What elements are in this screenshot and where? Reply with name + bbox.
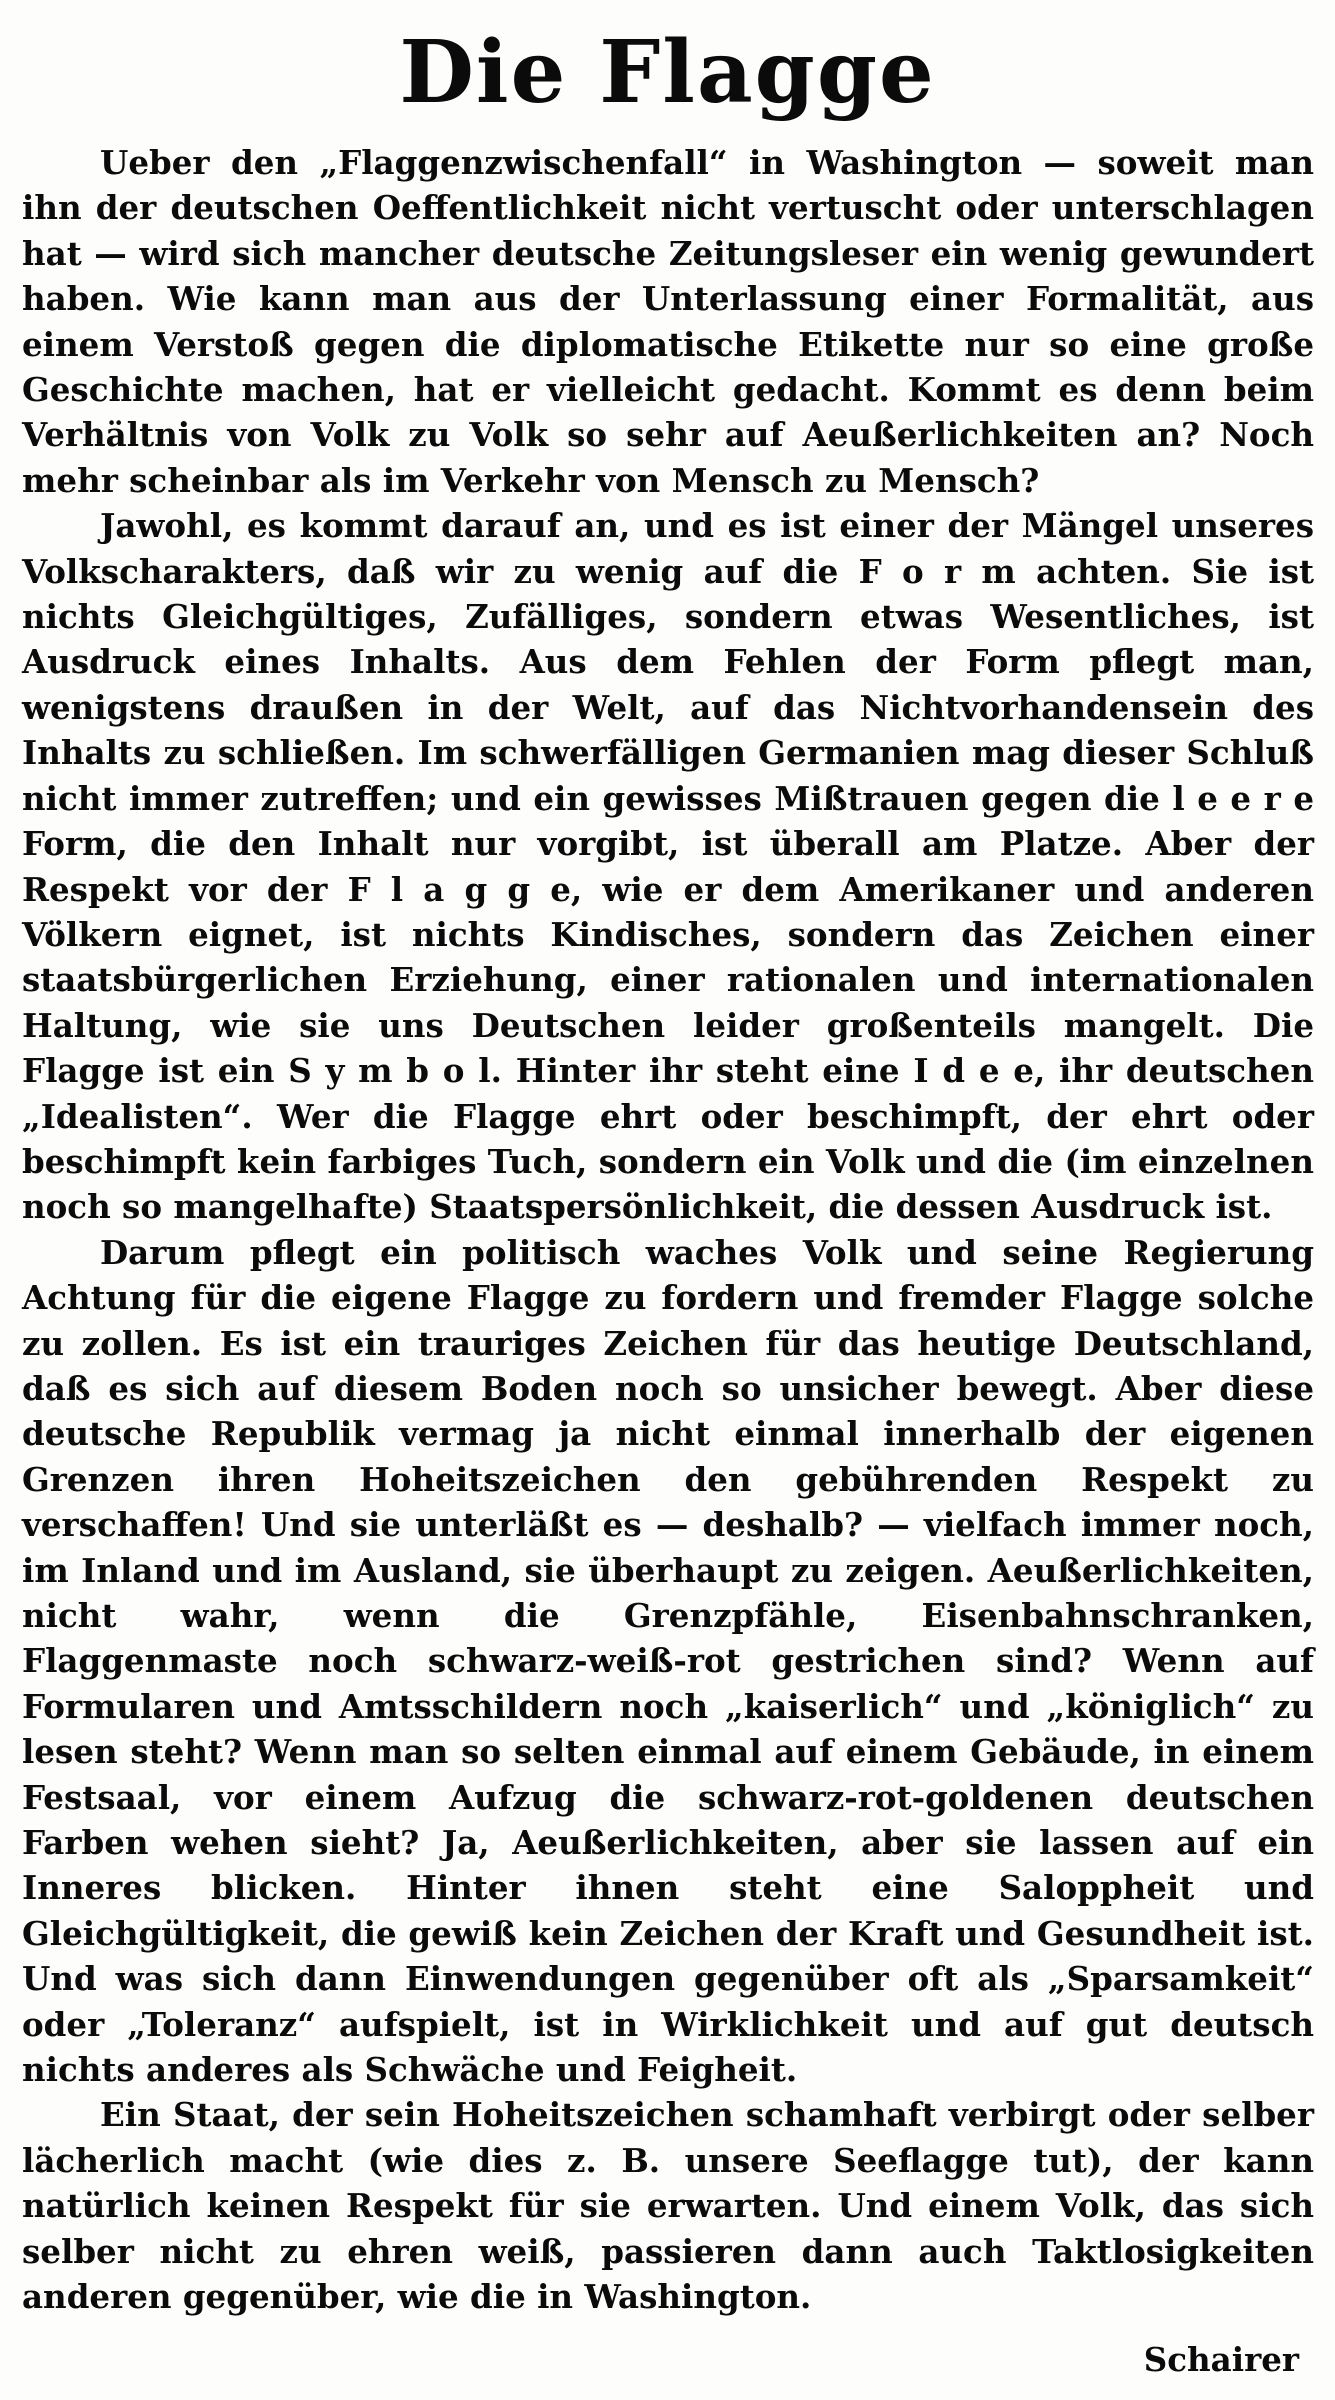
paragraph-2: Jawohl, es kommt darauf an, und es ist einer der Mängel unseres Volkscharakters, daß wir zu wenig auf die F o r m achten. Sie ist nichts Gleichgültiges, Zufälliges, sondern etwas Wesentliches, ist Ausdruck eines Inhalts. Aus dem Fehlen der Form pflegt man, wenigstens draußen in der Welt, auf das Nichtvorhandensein des Inhalts zu schließen. Im schwerfälligen Germanien mag dieser Schluß nicht immer zutreffen; und ein gewisses Mißtrauen gegen die l e e r e Form, die den Inhalt nur vorgibt, ist überall am Platze. Aber der Respekt vor der F l a g g e, wie er dem Amerikaner und anderen Völkern eignet, ist nichts Kindisches, sondern das Zeichen einer staatsbürgerlichen Erziehung, einer rationalen und internationalen Haltung, wie sie uns Deutschen leider großenteils mangelt. Die Flagge ist ein S y m b o l. Hinter ihr steht eine I d e e, ihr deutschen „Idealisten“. Wer die Flagge ehrt oder beschimpft, der ehrt oder beschimpft kein farbiges Tuch, sondern ein Volk und die (im einzelnen noch so mangelhafte) Staatspersönlichkeit, die dessen Ausdruck ist. bbox=[22, 506, 1314, 1227]
paragraph-3: Darum pflegt ein politisch waches Volk und seine Regierung Achtung für die eigene Flagge zu fordern und fremder Flagge solche zu zollen. Es ist ein trauriges Zeichen für das heutige Deutschland, daß es sich auf diesem Boden noch so unsicher bewegt. Aber diese deutsche Republik vermag ja nicht einmal innerhalb der eigenen Grenzen ihren Hoheitszeichen den gebührenden Respekt zu verschaffen! Und sie unterläßt es — deshalb? — vielfach immer noch, im Inland und im Ausland, sie überhaupt zu zeigen. Aeußerlichkeiten, nicht wahr, wenn die Grenzpfähle, Eisenbahnschranken, Flaggenmaste noch schwarz-weiß-rot gestrichen sind? Wenn auf Formularen und Amtsschildern noch „kaiserlich“ und „königlich“ zu lesen steht? Wenn man so selten einmal auf einem Gebäude, in einem Festsaal, vor einem Aufzug die schwarz-rot-goldenen deutschen Farben wehen sieht? Ja, Aeußerlichkeiten, aber sie lassen auf ein Inneres blicken. Hinter ihnen steht eine Saloppheit und Gleichgültigkeit, die gewiß kein Zeichen der Kraft und Gesundheit ist. Und was sich dann Einwendungen gegenüber oft als „Sparsamkeit“ oder „Toleranz“ aufspielt, ist in Wirklichkeit und auf gut deutsch nichts anderes als Schwäche und Feigheit. bbox=[22, 1232, 1314, 2090]
paragraph-1: Ueber den „Flaggenzwischenfall“ in Washington — soweit man ihn der deutschen Oeffentlichkeit nicht vertuscht oder unterschlagen hat — wird sich mancher deutsche Zeitungsleser ein wenig gewundert haben. Wie kann man aus der Unterlassung einer Formalität, aus einem Verstoß gegen die diplomatische Etikette nur so eine große Geschichte machen, hat er vielleicht gedacht. Kommt es denn beim Verhältnis von Volk zu Volk so sehr auf Aeußerlichkeiten an? Noch mehr scheinbar als im Verkehr von Mensch zu Mensch? bbox=[22, 143, 1314, 500]
author-byline: Schairer bbox=[1143, 2340, 1299, 2379]
article-body bbox=[22, 140, 1314, 2320]
article-title: Die Flagge bbox=[399, 22, 936, 123]
paragraph-4: Ein Staat, der sein Hoheitszeichen schamhaft verbirgt oder selber lächerlich macht (wie dies z. B. unsere Seeflagge tut), der kann natürlich keinen Respekt für sie erwarten. Und einem Volk, das sich selber nicht zu ehren weiß, passieren dann auch Taktlosigkeiten anderen gegenüber, wie die in Washington. bbox=[22, 2095, 1314, 2317]
